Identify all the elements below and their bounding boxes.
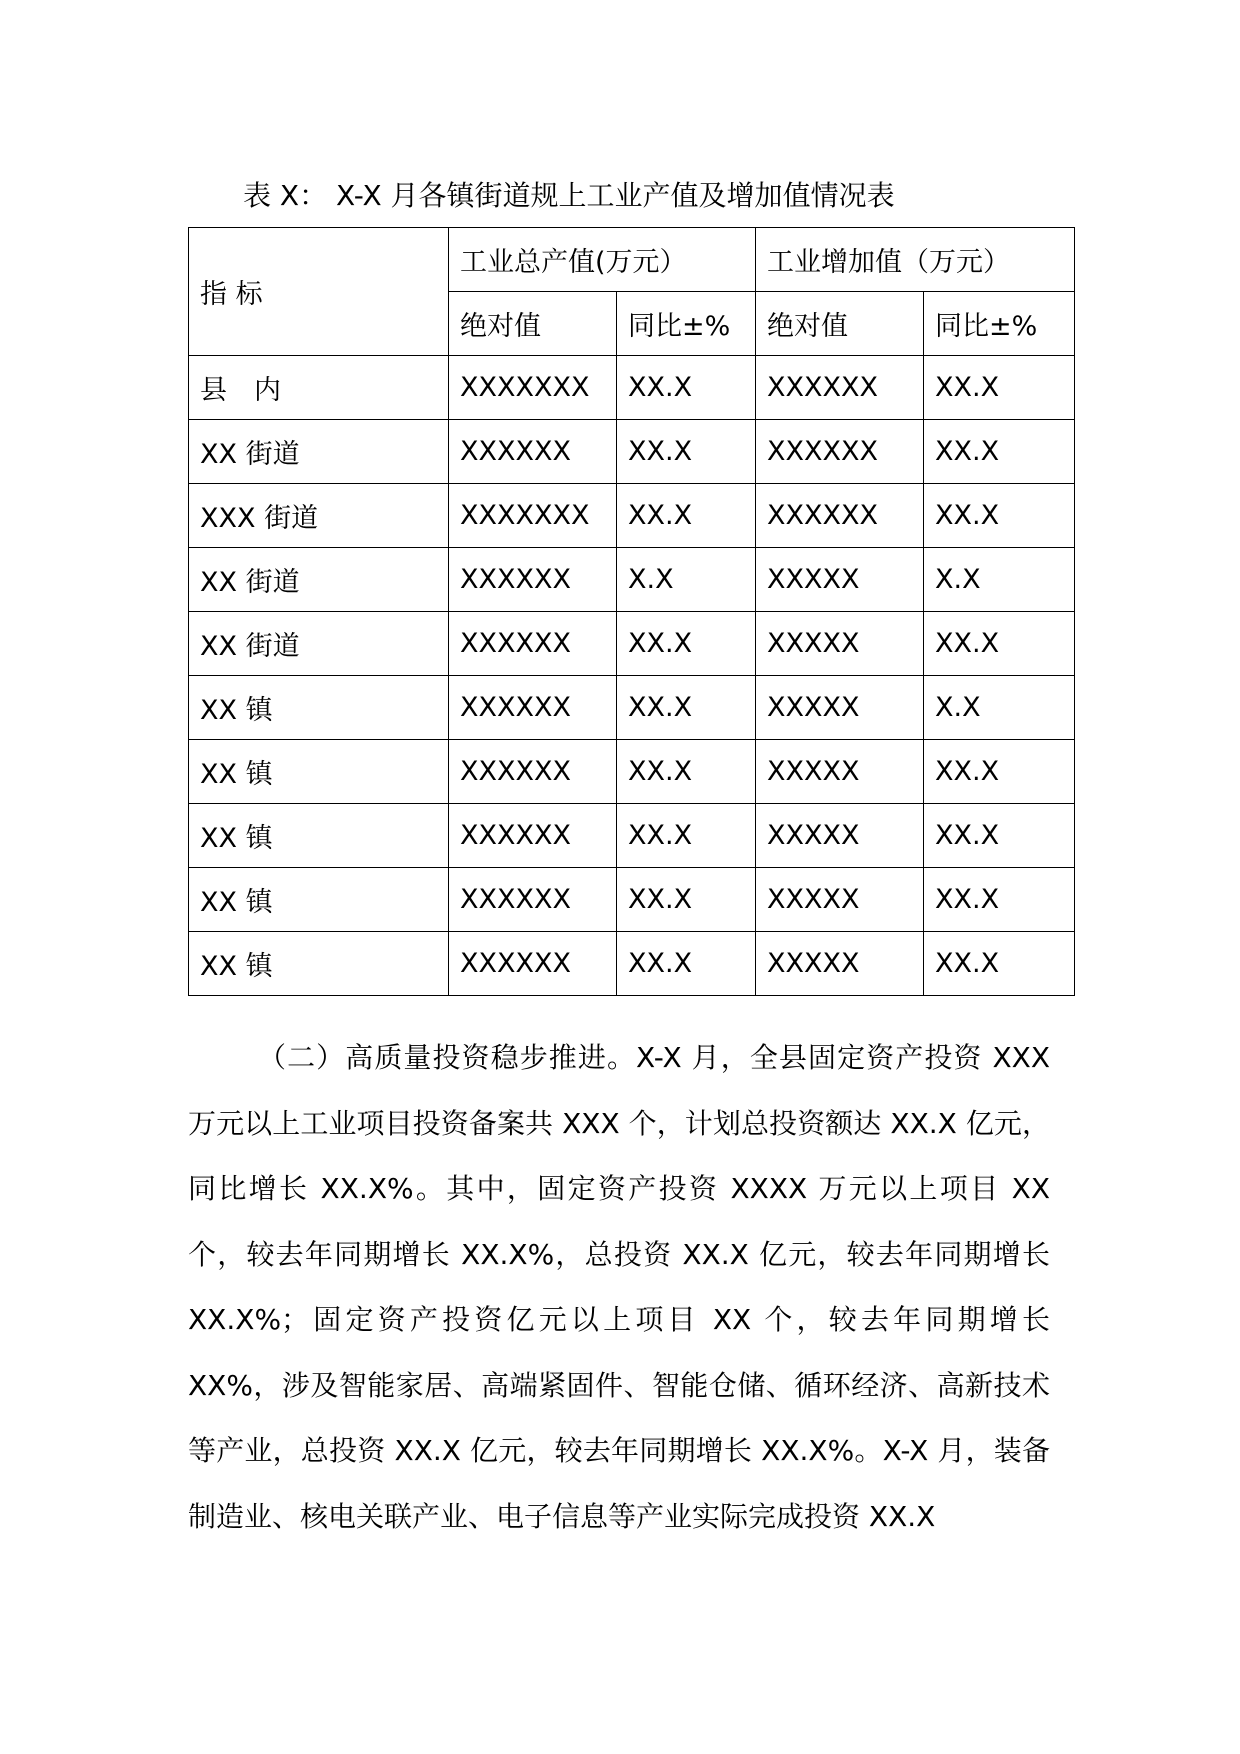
subheader-absolute: 绝对值 — [449, 292, 617, 356]
table-row — [189, 484, 1075, 548]
gross-output-absolute-cell: XXXXXX — [449, 420, 617, 484]
value-added-yoy-cell: X.X — [924, 548, 1075, 612]
value-added-yoy-cell: XX.X — [924, 740, 1075, 804]
header-value-added: 工业增加值（万元） — [756, 228, 1075, 292]
body-paragraph: （二）高质量投资稳步推进。X-X 月，全县固定资产投资 XXX 万元以上工业项目投资备案共 XXX 个，计划总投资额达 XX.X 亿元，同比增长 XX.X%。其中，固定资产投资 XXXX 万元以上项目 XX 个，较去年同期增长 XX.X%，总投资 XX.X 亿元，较去年同期增长 XX.X%；固定资产投资亿元以上项目 XX 个，较去年同期增长 XX%，涉及智能家居、高端紧固件、智能仓储、循环经济、高新技术等产业，总投资 XX.X 亿元，较去年同期增长 XX.X%。X-X 月，装备制造业、核电关联产业、电子信息等产业实际完成投资 XX.X — [188, 1041, 1050, 1533]
gross-output-absolute-cell: XXXXXXX — [449, 356, 617, 420]
value-added-absolute-cell: XXXXX — [756, 804, 924, 868]
region-cell: XX 街道 — [189, 612, 449, 676]
value-added-absolute-cell: XXXXXX — [756, 356, 924, 420]
region-cell: 县 内 — [189, 356, 449, 420]
region-cell: XX 镇 — [189, 868, 449, 932]
region-cell: XX 街道 — [189, 420, 449, 484]
table-row — [189, 356, 1075, 420]
gross-output-yoy-cell: XX.X — [617, 740, 756, 804]
gross-output-yoy-cell: X.X — [617, 548, 756, 612]
value-added-yoy-cell: XX.X — [924, 868, 1075, 932]
region-cell: XX 镇 — [189, 740, 449, 804]
header-indicator: 指 标 — [189, 228, 449, 356]
value-added-absolute-cell: XXXXX — [756, 676, 924, 740]
gross-output-absolute-cell: XXXXXX — [449, 868, 617, 932]
gross-output-yoy-cell: XX.X — [617, 420, 756, 484]
table-row — [189, 804, 1075, 868]
value-added-absolute-cell: XXXXX — [756, 932, 924, 996]
value-added-absolute-cell: XXXXX — [756, 868, 924, 932]
gross-output-yoy-cell: XX.X — [617, 676, 756, 740]
value-added-absolute-cell: XXXXX — [756, 548, 924, 612]
industry-output-table — [188, 227, 1075, 996]
value-added-yoy-cell: XX.X — [924, 356, 1075, 420]
gross-output-absolute-cell: XXXXXXX — [449, 484, 617, 548]
table-row — [189, 548, 1075, 612]
gross-output-absolute-cell: XXXXXX — [449, 548, 617, 612]
value-added-yoy-cell: X.X — [924, 676, 1075, 740]
gross-output-absolute-cell: XXXXXX — [449, 612, 617, 676]
value-added-absolute-cell: XXXXX — [756, 740, 924, 804]
region-cell: XXX 街道 — [189, 484, 449, 548]
value-added-yoy-cell: XX.X — [924, 420, 1075, 484]
table-header-row — [189, 228, 1075, 292]
table-row — [189, 612, 1075, 676]
subheader-absolute: 绝对值 — [756, 292, 924, 356]
value-added-absolute-cell: XXXXXX — [756, 484, 924, 548]
value-added-yoy-cell: XX.X — [924, 484, 1075, 548]
table-row — [189, 676, 1075, 740]
gross-output-yoy-cell: XX.X — [617, 356, 756, 420]
gross-output-absolute-cell: XXXXXX — [449, 932, 617, 996]
region-cell: XX 镇 — [189, 676, 449, 740]
subheader-yoy: 同比±% — [617, 292, 756, 356]
region-cell: XX 街道 — [189, 548, 449, 612]
value-added-yoy-cell: XX.X — [924, 932, 1075, 996]
gross-output-yoy-cell: XX.X — [617, 932, 756, 996]
table-row — [189, 740, 1075, 804]
table-caption: 表 X： X-X 月各镇街道规上工业产值及增加值情况表 — [243, 179, 895, 212]
region-cell: XX 镇 — [189, 804, 449, 868]
value-added-yoy-cell: XX.X — [924, 612, 1075, 676]
gross-output-yoy-cell: XX.X — [617, 804, 756, 868]
gross-output-yoy-cell: XX.X — [617, 484, 756, 548]
gross-output-yoy-cell: XX.X — [617, 868, 756, 932]
gross-output-absolute-cell: XXXXXX — [449, 740, 617, 804]
header-gross-output: 工业总产值(万元） — [449, 228, 756, 292]
table-row — [189, 868, 1075, 932]
value-added-absolute-cell: XXXXXX — [756, 420, 924, 484]
gross-output-yoy-cell: XX.X — [617, 612, 756, 676]
table-row — [189, 932, 1075, 996]
table-row — [189, 420, 1075, 484]
value-added-absolute-cell: XXXXX — [756, 612, 924, 676]
value-added-yoy-cell: XX.X — [924, 804, 1075, 868]
subheader-yoy: 同比±% — [924, 292, 1075, 356]
region-cell: XX 镇 — [189, 932, 449, 996]
gross-output-absolute-cell: XXXXXX — [449, 804, 617, 868]
gross-output-absolute-cell: XXXXXX — [449, 676, 617, 740]
